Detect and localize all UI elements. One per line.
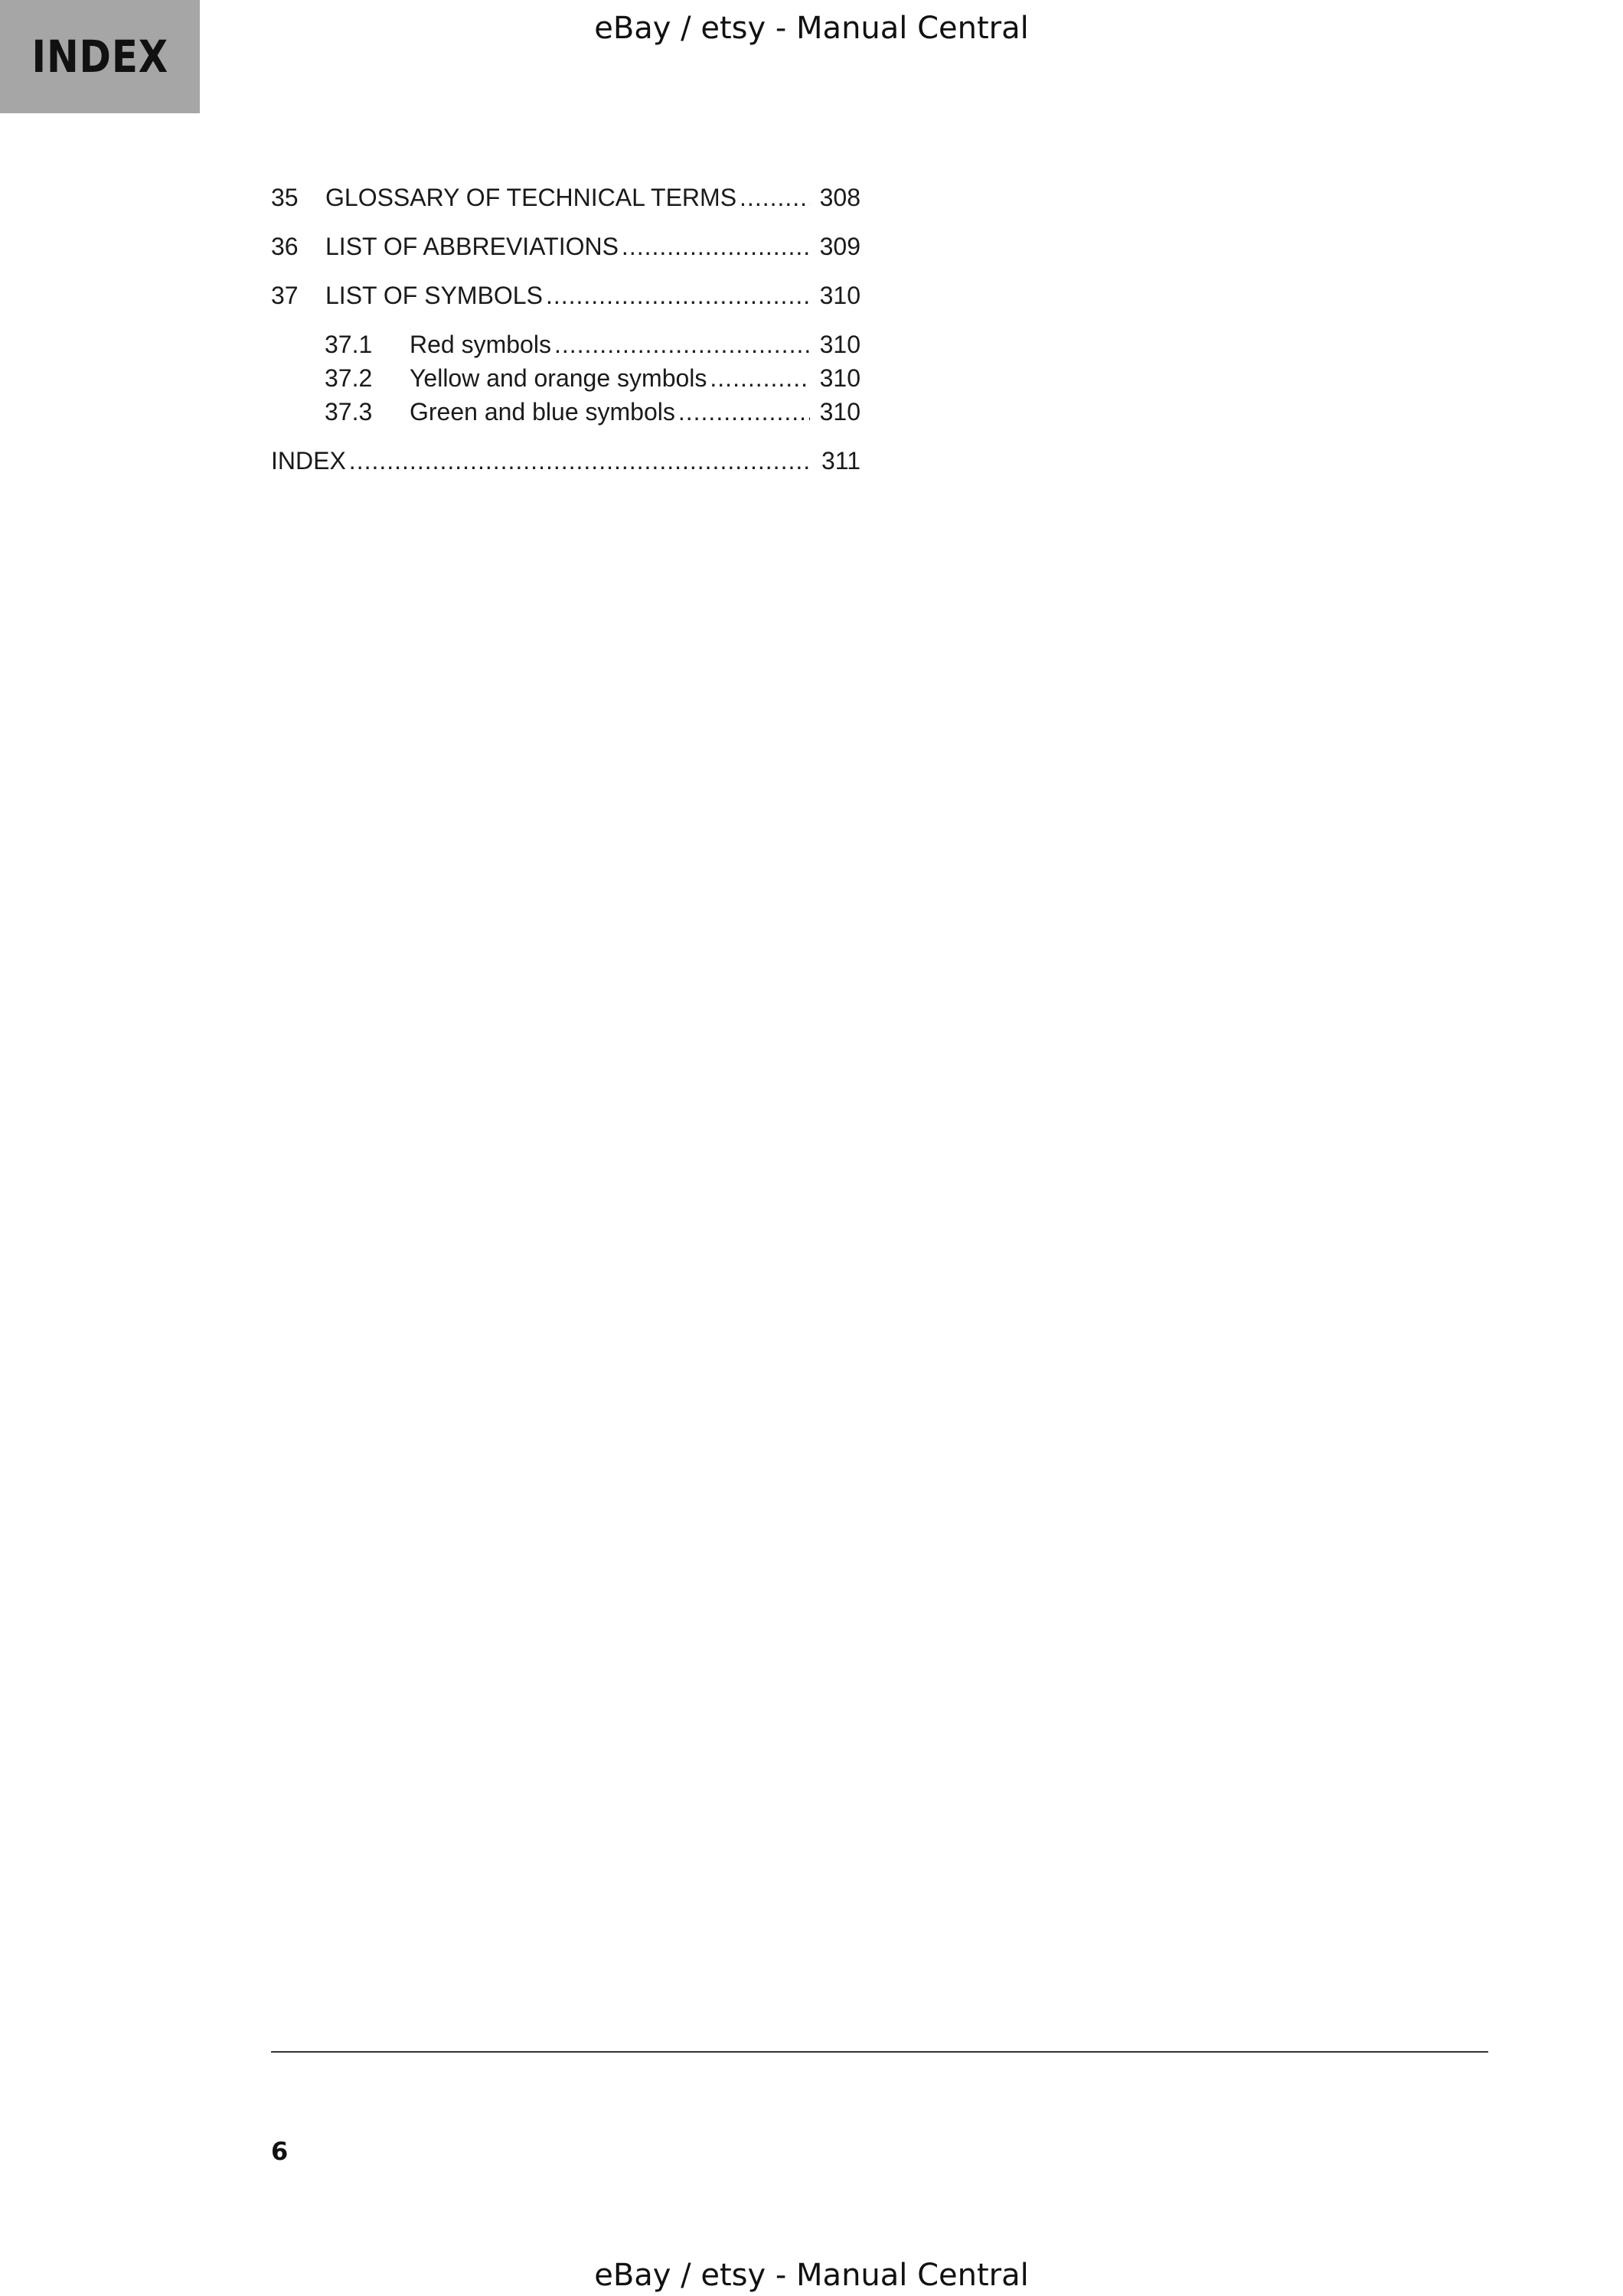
toc-entry-page: 310 [819, 331, 860, 358]
toc-subentry-red-symbols[interactable] [271, 331, 860, 364]
index-tab-label: INDEX [31, 31, 168, 83]
dot-leader [622, 233, 810, 261]
dot-leader [740, 184, 810, 212]
toc-entry-number: 37.1 [325, 331, 373, 358]
page-number: 6 [271, 2137, 289, 2166]
dot-leader [349, 447, 810, 475]
toc-entry-number: 37 [271, 282, 299, 309]
toc-entry-number: 35 [271, 184, 299, 211]
toc-entry-number: 36 [271, 233, 299, 260]
table-of-contents [271, 184, 860, 496]
toc-entry-page: 310 [819, 364, 860, 392]
toc-entry-page: 310 [819, 398, 860, 426]
dot-leader [710, 364, 810, 393]
toc-entry-page: 309 [819, 233, 860, 260]
footer-divider [271, 2051, 1488, 2053]
toc-entry-title: Yellow and orange symbols [410, 364, 707, 392]
toc-entry-title: Green and blue symbols [410, 398, 675, 426]
dot-leader [554, 331, 810, 359]
dot-leader [546, 282, 810, 310]
toc-entry-symbols[interactable] [271, 282, 860, 331]
toc-entry-abbreviations[interactable] [271, 233, 860, 282]
toc-subentry-green-blue-symbols[interactable] [271, 398, 860, 447]
toc-entry-page: 311 [821, 447, 860, 475]
toc-entry-title: Red symbols [410, 331, 551, 358]
toc-entry-title: GLOSSARY OF TECHNICAL TERMS [325, 184, 737, 211]
toc-entry-glossary[interactable] [271, 184, 860, 233]
toc-entry-title: LIST OF SYMBOLS [325, 282, 543, 309]
page-header: eBay / etsy - Manual Central [594, 11, 1029, 46]
toc-entry-page: 308 [819, 184, 860, 211]
toc-subentry-yellow-orange-symbols[interactable] [271, 364, 860, 398]
toc-entry-page: 310 [819, 282, 860, 309]
page-footer: eBay / etsy - Manual Central [594, 2258, 1029, 2293]
toc-entry-number: 37.2 [325, 364, 373, 392]
toc-entry-title: LIST OF ABBREVIATIONS [325, 233, 619, 260]
toc-entry-number: 37.3 [325, 398, 373, 426]
toc-entry-title: INDEX [271, 447, 346, 475]
toc-entry-index[interactable] [271, 447, 860, 496]
dot-leader [678, 398, 810, 426]
